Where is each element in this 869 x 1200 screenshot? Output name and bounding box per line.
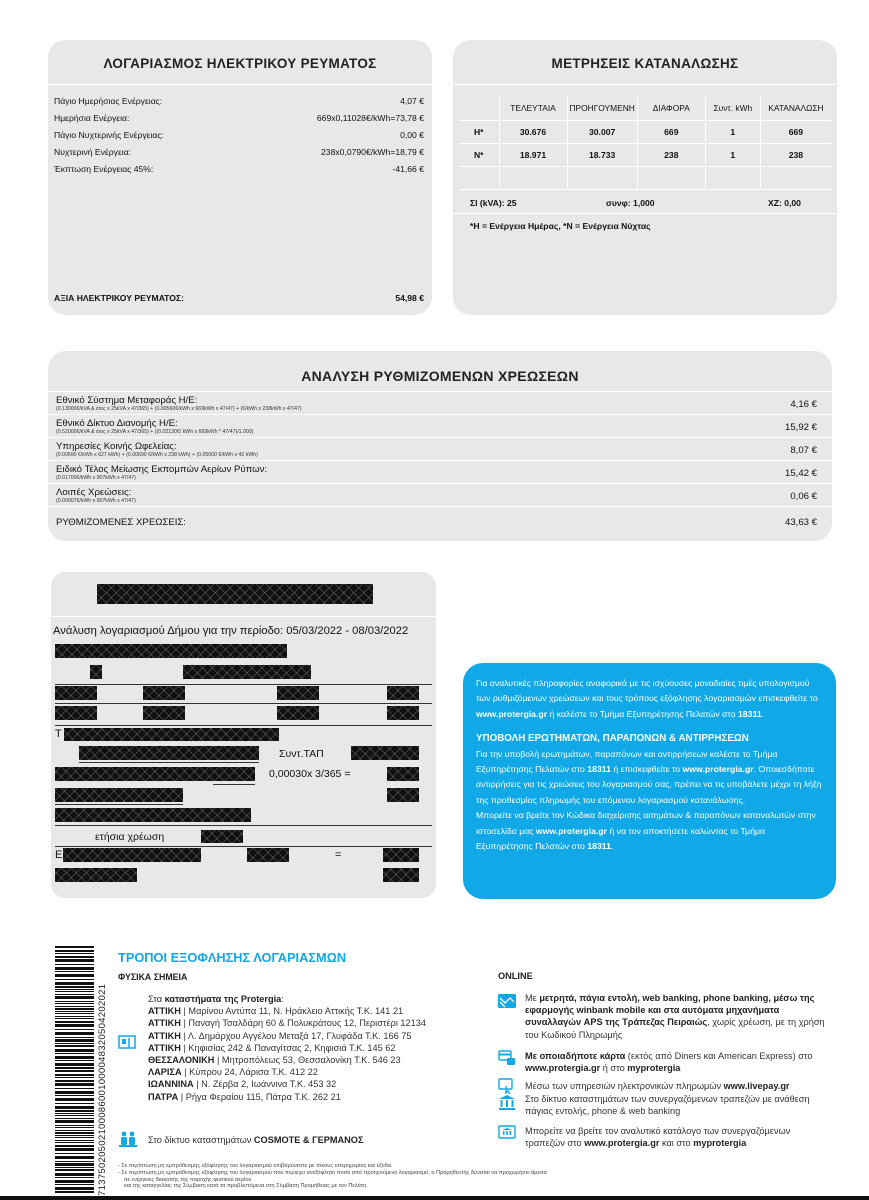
equals-sign: = (335, 849, 342, 861)
municipal-t-letter: Τ (55, 728, 62, 740)
info-heading: ΥΠΟΒΟΛΗ ΕΡΩΤΗΜΑΤΩΝ, ΠΑΡΑΠΟΝΩΝ & ΑΝΤΙΡΡΗΣΕΩΝ (476, 733, 749, 745)
regulated-total-row (48, 513, 832, 533)
online-title: ONLINE (498, 971, 533, 981)
meter-legend: *Η = Ενέργεια Ημέρας, *Ν = Ενέργεια Νύχτας (470, 221, 651, 231)
redacted-text (143, 686, 185, 700)
store-city: ΠΑΤΡΑ (148, 1091, 179, 1102)
regulated-row-label: Εθνικό Σύστημα Μεταφοράς Η/Ε: (56, 395, 198, 406)
online-method-4: Στο δίκτυο καταστημάτων των συνεργαζόμενων τραπεζών με ανάθεση πάγιας εντολής, phone & web banking (525, 1094, 810, 1117)
protergia-link[interactable]: www.protergia.gr (584, 1138, 660, 1149)
redacted-text (387, 767, 419, 781)
store-city: ΘΕΣΣΑΛΟΝΙΚΗ (148, 1055, 215, 1066)
redacted-text (183, 665, 311, 679)
phone-number: 18311 (587, 764, 611, 775)
energy-row (54, 97, 424, 106)
energy-row-label: Έκπτωση Ενέργειας 45%: (54, 164, 154, 175)
store-icon (118, 1035, 136, 1054)
energy-row-value: 4,07 € (400, 96, 424, 106)
regulated-row (48, 461, 832, 484)
energy-panel-title: ΛΟΓΑΡΙΑΣΜΟΣ ΗΛΕΚΤΡΙΚΟΥ ΡΕΥΜΑΤΟΣ (103, 56, 377, 71)
regulated-row-detail: (0.52000€/kVA & έτος x 25kVA x 47/365) + ((0.02130€/ kWh x 669kWh * 47/47)/1.000) (56, 429, 254, 435)
meter-row-empty (459, 166, 831, 189)
regulated-row-value: 8,07 € (790, 445, 817, 456)
energy-row (54, 165, 424, 174)
energy-row-label: Πάγιο Νυχτερινής Ενέργειας: (54, 130, 164, 141)
meter-cell: 18.733 (567, 143, 637, 166)
cos-label: συνφ: 1,000 (606, 198, 655, 208)
redacted-text (90, 665, 102, 679)
store-address: | Παναγή Τσαλδάρη 60 & Πολυκράτους 12, Περιστέρι 12134 (180, 1018, 426, 1029)
meter-header-cell (459, 97, 499, 120)
store-address: | Ν. Ζέρβα 2, Ιωάννινα Τ.Κ. 453 32 (193, 1079, 337, 1090)
redacted-title (97, 584, 373, 604)
phone-number: 18311 (587, 841, 611, 852)
energy-row (54, 148, 424, 157)
online-method-5: Μπορείτε να βρείτε τον αναλυτικό κατάλογο των συνεργαζόμενων τραπεζών στο www.protergia.gr και στο myprotergia (525, 1126, 791, 1149)
regulated-charges-panel (48, 351, 832, 541)
regulated-row-label: Ειδικό Τέλος Μείωσης Εκπομπών Αερίων Ρύπων: (56, 464, 268, 475)
meter-cell: 238 (760, 143, 831, 166)
store-entry (148, 1078, 488, 1090)
store-city: ΑΤΤΙΚΗ (148, 1042, 181, 1053)
meter-cell: 18.971 (499, 143, 567, 166)
regulated-row-detail: (0.01700€/kWh x 907kWh x 47/47) (56, 475, 136, 481)
redacted-text (64, 728, 279, 741)
sunt-tap-label: Συντ.ΤΑΠ (279, 748, 324, 760)
redacted-text (387, 788, 419, 802)
annual-charge-label: ετήσια χρέωση (95, 831, 165, 843)
store-city: ΙΩΑΝΝΙΝΑ (148, 1079, 194, 1090)
redacted-text (79, 746, 259, 760)
barcode-number: 71375020502100086001000048320504202021 (97, 983, 108, 1196)
regulated-row-label: Λοιπές Χρεώσεις: (56, 487, 132, 498)
stores-list (148, 993, 488, 1103)
store-city: ΛΑΡΙΣΑ (148, 1067, 182, 1078)
energy-total-row (54, 294, 424, 303)
store-entry (148, 1030, 488, 1042)
regulated-panel-title: ΑΝΑΛΥΣΗ ΡΥΘΜΙΖΟΜΕΝΩΝ ΧΡΕΩΣΕΩΝ (301, 368, 579, 384)
regulated-row-value: 15,42 € (784, 468, 817, 479)
regulated-row-value: 15,92 € (784, 422, 817, 433)
footnote: σε ενέργειες διακοπής της παροχής φυσικού αερίου (124, 1176, 252, 1183)
energy-charges-panel (48, 40, 432, 315)
formula-text: 0,00030x 3/365 = (269, 768, 351, 780)
energy-row-label: Νυχτερινή Ενέργεια: (54, 147, 132, 158)
regulated-row (48, 392, 832, 415)
bank-catalog-icon (498, 1125, 516, 1144)
meter-cell: 30.007 (567, 120, 637, 143)
municipal-charges-panel (51, 572, 436, 898)
meter-cell: 669 (637, 120, 705, 143)
online-method-1: Με μετρητά, πάγια εντολή, web banking, phone banking, μέσω της εφαρμογής winbank mobile και στα αυτόματα μηχανήματα συναλλαγών APS της Τράπεζας Πειραιώς, χωρίς χρέωση, με τη χρήση του Κωδικού Πληρωμής (525, 993, 825, 1040)
energy-total-value: 54,98 € (395, 293, 424, 303)
footnote: - Σε περίπτωση μη εμπρόθεσμης εξόφλησης του λογαριασμού που περιέχει ανεξόφλητο ποσό από προηγούμενο λογαριασμό, ο Προμηθευτής δύναται να προχωρήσει άμεσα (118, 1169, 547, 1176)
meter-header-cell: Συντ. kWh (705, 97, 760, 120)
winbank-icon (498, 994, 516, 1013)
meter-panel-title: ΜΕΤΡΗΣΕΙΣ ΚΑΤΑΝΑΛΩΣΗΣ (551, 56, 739, 71)
redacted-text (277, 706, 319, 720)
meter-cell: 238 (637, 143, 705, 166)
bottom-border (0, 1196, 869, 1200)
regulated-row-detail: (0.00690 €/kWh x 627 kWh) + (0.00690 €/kWh x 238 kWh) + (0.05000 €/kWh x 42 kWh) (56, 452, 258, 458)
store-address: | Κύπρου 24, Λάρισα Τ.Κ. 412 22 (181, 1067, 318, 1078)
payment-methods-title: ΤΡΟΠΟΙ ΕΞΟΦΛΗΣΗΣ ΛΟΓΑΡΙΑΣΜΩΝ (118, 950, 347, 965)
info-paragraph-1: Για αναλυτικές πληροφορίες αναφορικά με τις ισχύουσες μοναδιαίες τιμές υπολογισμού των ρυθμιζόμενων χρεώσεων και τους τρόπους εξόφλησης λογαριασμών επισκεφθείτε το www.protergia.gr ή καλέστε το Τμήμα Εξυπηρέτησης Πελατών στο 18311. (476, 678, 818, 719)
regulated-row (48, 415, 832, 438)
people-icon (119, 1131, 137, 1152)
meter-cell: Ν* (459, 143, 499, 166)
redacted-text (201, 830, 243, 843)
si-label: ΣΙ (kVA): 25 (470, 198, 517, 208)
store-address: | Ρήγα Φεραίου 115, Πάτρα Τ.Κ. 262 21 (178, 1091, 341, 1102)
footnotes (118, 1163, 838, 1190)
regulated-row-detail: (0.13000€/kVA & έτος x 25kVA x 47/365) + (0.00560€/kWh x 669kWh x 47/47) + (€/kWh x 238kWh x 47/47) (56, 406, 302, 412)
regulated-row (48, 438, 832, 461)
meter-cell: Η* (459, 120, 499, 143)
redacted-text (55, 644, 287, 658)
store-entry (148, 1054, 488, 1066)
regulated-row-value: 0,06 € (790, 491, 817, 502)
meter-table-header (459, 97, 831, 120)
redacted-text (387, 706, 419, 720)
regulated-row-label: Εθνικό Δίκτυο Διανομής Η/Ε: (56, 418, 178, 429)
store-city: ΑΤΤΙΚΗ (148, 1030, 181, 1041)
redacted-text (383, 848, 419, 862)
meter-cell: 30.676 (499, 120, 567, 143)
energy-rows (54, 97, 424, 182)
store-address: | Μαρίνου Αντύπα 11, Ν. Ηράκλειο Αττικής Τ.Κ. 141 21 (180, 1006, 404, 1017)
online-method-3: Μέσω των υπηρεσιών ηλεκτρονικών πληρωμών www.livepay.gr (525, 1081, 790, 1091)
energy-row (54, 131, 424, 140)
store-address: | Λ. Δημάρχου Αγγέλου Μεταξά 17, Γλυφάδα Τ.Κ. 166 75 (180, 1030, 412, 1041)
meter-table-body (459, 120, 831, 189)
energy-row-label: Πάγιο Ημερήσιας Ενέργειας: (54, 96, 163, 106)
livepay-link[interactable]: www.livepay.gr (723, 1081, 790, 1091)
protergia-link[interactable]: www.protergia.gr (535, 825, 607, 836)
meter-row (459, 120, 831, 143)
meter-readings-panel (453, 40, 837, 315)
physical-points-title: ΦΥΣΙΚΑ ΣΗΜΕΙΑ (118, 972, 188, 982)
xz-label: ΧΖ: 0,00 (768, 198, 801, 208)
footnote: - Σε περίπτωση μη εμπρόθεσμης εξόφλησης του λογαριασμού επιβαρύνεστε με τόκους υπερημερίας και έξοδα. (118, 1163, 393, 1169)
meter-table (459, 97, 831, 190)
store-entry (148, 1017, 488, 1029)
municipal-period: Ανάλυση λογαριασμού Δήμου για την περίοδο: 05/03/2022 - 08/03/2022 (53, 625, 409, 637)
regulated-total-label: ΡΥΘΜΙΖΟΜΕΝΕΣ ΧΡΕΩΣΕΙΣ: (56, 517, 186, 528)
redacted-text (387, 686, 419, 700)
footnote: και της καταγγελίας της Σύμβαση κατά τα προβλεπόμενα στη Σύμβαση Προμήθειας με τον Πελάτη. (124, 1183, 368, 1190)
protergia-link[interactable]: www.protergia.gr (682, 764, 754, 775)
meter-cell: 1 (705, 120, 760, 143)
store-entry (148, 1091, 488, 1103)
info-paragraph-2: Για την υποβολή ερωτημάτων, παραπόνων και αντιρρήσεων καλέστε το Τμήμα Εξυπηρέτησης Πελατών στο 18311 ή επισκεφθείτε το www.protergia.gr. Οποιεσδήποτε αντιρρήσεις για τις χρεώσεις του λογαριασμού σας, πρέπει να τις υποβάλετε μέχρι τη λήξη της προθεσμίας πληρωμής του επόμενου λογαριασμού κατανάλωσης. (476, 748, 822, 805)
store-city: ΑΤΤΙΚΗ (148, 1006, 181, 1017)
redacted-text (63, 848, 201, 862)
phone-number: 18311 (737, 708, 762, 719)
barcode-bars (55, 946, 94, 1194)
municipal-e-letter: Ε (55, 849, 63, 861)
redacted-text (55, 706, 97, 720)
redacted-text (55, 788, 183, 802)
store-entry (148, 1005, 488, 1017)
redacted-text (55, 686, 97, 700)
regulated-row (48, 484, 832, 507)
energy-row-value: -41,66 € (392, 164, 424, 175)
regulated-row-value: 4,16 € (790, 399, 817, 410)
partner-network: Στο δίκτυο καταστημάτων COSMOTE & ΓΕΡΜΑΝΟΣ (148, 1135, 364, 1145)
redacted-text (55, 808, 251, 822)
energy-row-value: 0,00 € (400, 130, 424, 141)
online-method-2: Με οποιαδήποτε κάρτα (εκτός από Diners και American Express) στο www.protergia.gr ή στο myprotergia (525, 1051, 813, 1074)
meter-cell: 669 (760, 120, 831, 143)
redacted-text (143, 706, 185, 720)
redacted-text (55, 868, 137, 882)
meter-header-cell: ΔΙΑΦΟΡΑ (637, 97, 705, 120)
regulated-rows (48, 392, 832, 507)
regulated-row-detail: (0.00007€/kWh x 907kWh x 47/47) (56, 498, 136, 504)
energy-row-label: Ημερήσια Ενέργεια: (54, 113, 130, 124)
regulated-row-label: Υπηρεσίες Κοινής Ωφελείας: (56, 441, 177, 452)
store-city: ΑΤΤΙΚΗ (148, 1018, 181, 1029)
bank-icon (498, 1094, 516, 1115)
store-entry (148, 1066, 488, 1078)
card-icon (498, 1050, 516, 1071)
protergia-link[interactable]: www.protergia.gr (525, 1063, 601, 1074)
redacted-text (351, 746, 419, 760)
redacted-text (277, 686, 319, 700)
meter-header-cell: ΤΕΛΕΥΤΑΙΑ (499, 97, 567, 120)
redacted-text (247, 848, 289, 862)
meter-header-cell: ΚΑΤΑΝΑΛΩΣΗ (760, 97, 831, 120)
redacted-text (55, 767, 255, 781)
energy-row-value: 238x0,0790€/kWh=18,79 € (321, 147, 424, 158)
protergia-link[interactable]: www.protergia.gr (476, 708, 548, 719)
info-box (463, 663, 836, 899)
store-address: | Κηφισίας 242 & Παναγίτσας 2, Κηφισιά Τ.Κ. 145 62 (180, 1042, 396, 1053)
store-address: | Μητροπόλεως 53, Θεσσαλονίκη Τ.Κ. 546 23 (214, 1055, 401, 1066)
redacted-text (383, 868, 419, 882)
stores-intro: Στα καταστήματα της Protergia: (148, 994, 284, 1004)
meter-row (459, 143, 831, 166)
store-entry (148, 1042, 488, 1054)
meter-header-cell: ΠΡΟΗΓΟΥΜΕΝΗ (567, 97, 637, 120)
meter-cell: 1 (705, 143, 760, 166)
info-paragraph-3: Μπορείτε να βρείτε τον Κώδικα διαχείρισης αιτημάτων & παραπόνων καταναλωτών στην ιστοσελίδα μας www.protergia.gr ή να τον αποκτήσετε καλώντας το Τμήμα Εξυπηρέτησης Πελατών στο 18311. (476, 810, 816, 852)
regulated-total-value: 43,63 € (784, 517, 817, 528)
energy-total-label: ΑΞΙΑ ΗΛΕΚΤΡΙΚΟΥ ΡΕΥΜΑΤΟΣ: (54, 293, 184, 303)
energy-row-value: 669x0,11028€/kWh=73,78 € (316, 113, 424, 124)
barcode (55, 946, 94, 1194)
energy-row (54, 114, 424, 123)
